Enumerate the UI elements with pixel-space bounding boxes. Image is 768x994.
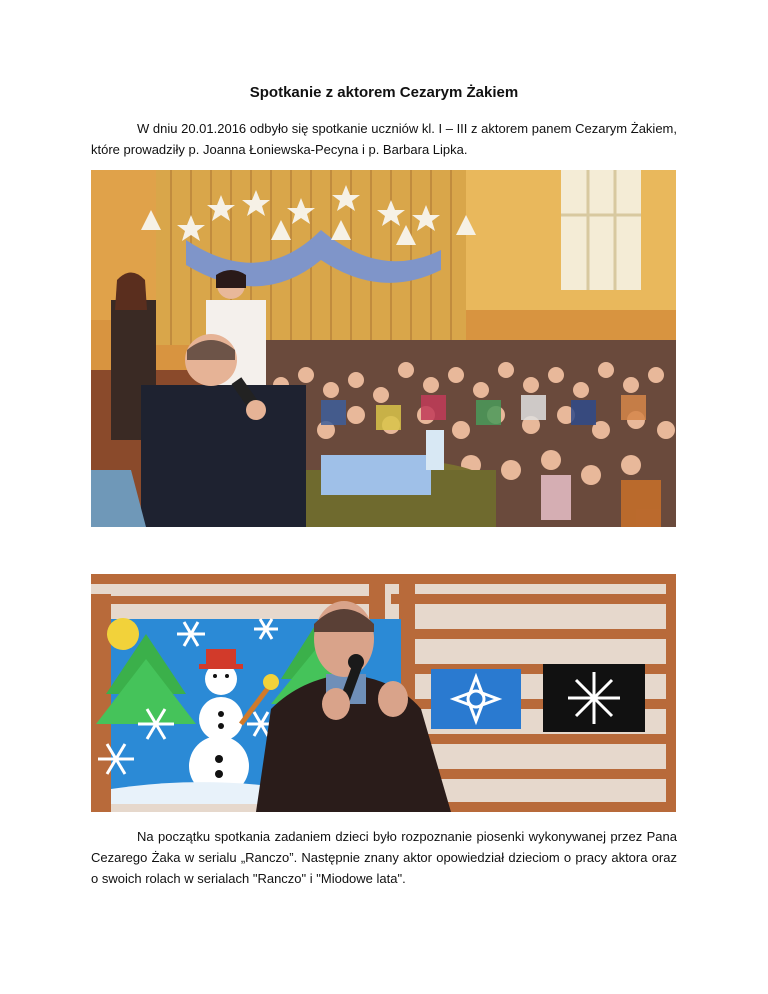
photo-meeting-audience (91, 170, 676, 527)
photo-actor-speaking (91, 574, 676, 812)
photo-actor-speaking-illustration (91, 574, 676, 812)
closing-paragraph: Na początku spotkania zadaniem dzieci było rozpoznanie piosenki wykonywanej przez Pana Cezarego Żaka w serialu „Ranczo”. Następnie znany aktor opowiedział dzieciom o pracy aktora oraz o swoich rolach w serialach "Ranczo" i "Miodowe lata". (91, 829, 677, 886)
photo-meeting-audience-illustration (91, 170, 676, 527)
intro-paragraph: W dniu 20.01.2016 odbyło się spotkanie uczniów kl. I – III z aktorem panem Cezarym Żakiem, które prowadziły p. Joanna Łoniewska-Pecyna i p. Barbara Lipka. (91, 121, 677, 157)
page-title: Spotkanie z aktorem Cezarym Żakiem (249, 84, 519, 101)
